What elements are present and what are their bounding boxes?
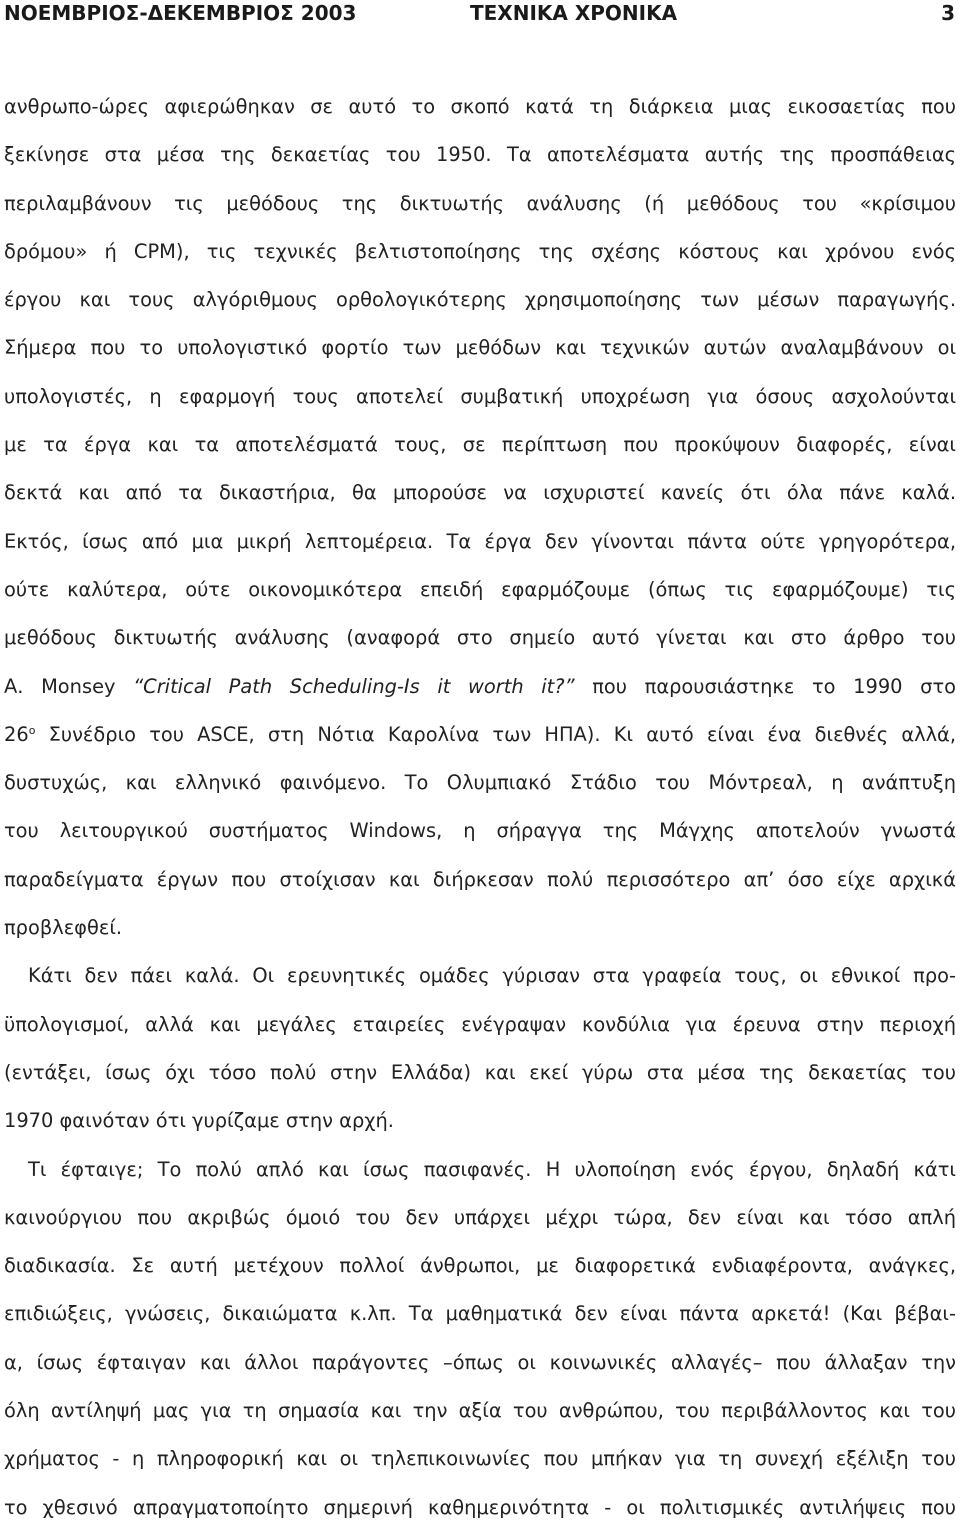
text-line: [4, 663, 956, 711]
text-line: χρήματος - η πληροφορική και οι τηλεπικοινωνίες που μπήκαν για τη συνεχή εξέλιξη του: [4, 1447, 956, 1471]
cited-article-title: “Critical Path Scheduling-Is it worth it?”: [133, 674, 575, 698]
text-line: έργου και τους αλγόριθμους ορθολογικότερης χρησιμοποίησης των μέσων παραγωγής.: [4, 288, 956, 312]
text-line: επιδιώξεις, γνώσεις, δικαιώματα κ.λπ. Τα μαθηματικά δεν είναι πάντα αρκετά! (Και βέβαι-: [4, 1302, 956, 1326]
paragraph-start-line: Κάτι δεν πάει καλά. Οι ερευνητικές ομάδες γύρισαν στα γραφεία τους, οι εθνικοί προ-: [28, 964, 956, 988]
conference-text: Συνέδριο του ASCE, στη Νότια Καρολίνα των ΗΠΑ). Κι αυτό είναι ένα διεθνές αλλά,: [35, 722, 956, 746]
running-header: [0, 0, 960, 28]
text-line: περιλαμβάνουν τις μεθόδους της δικτυωτής ανάλυσης (ή μεθόδους του «κρίσιμου: [4, 191, 956, 215]
text-line: το χθεσινό απραγματοποίητο σημερινή καθημερινότητα - οι πολιτισμικές αντιλήψεις που: [4, 1495, 956, 1519]
text-line: μεθόδους δικτυωτής ανάλυσης (αναφορά στο σημείο αυτό γίνεται και στο άρθρο του: [4, 626, 956, 650]
text-line: ούτε καλύτερα, ούτε οικονομικότερα επειδή εφαρμόζουμε (όπως τις εφαρμόζουμε) τις: [4, 577, 956, 601]
text-line: προβλεφθεί.: [4, 916, 123, 940]
text-line: όλη αντίληψή μας για τη σημασία και την αξία του ανθρώπου, του περιβάλλοντος και του: [4, 1399, 956, 1423]
text-line: παραδείγματα έργων που στοίχισαν και διήρκεσαν πολύ περισσότερο απ’ όσο είχε αρχικά: [4, 867, 956, 891]
text-line: καινούργιου που ακριβώς όμοιό του δεν υπάρχει μέχρι τώρα, δεν είναι και τόσο απλή: [4, 1205, 956, 1229]
text-line: ξεκίνησε στα μέσα της δεκαετίας του 1950. Τα αποτελέσματα αυτής της προσπάθειας: [4, 143, 956, 167]
text-line: ανθρωπο-ώρες αφιερώθηκαν σε αυτό το σκοπό κατά τη διάρκεια μιας εικοσαετίας που: [4, 95, 956, 118]
issue-date: ΝΟΕΜΒΡΙΟΣ-ΔΕΚΕΜΒΡΙΟΣ 2003: [4, 1, 357, 25]
ordinal-suffix: ο: [28, 723, 36, 737]
text-line: 1970 φαινόταν ότι γυρίζαμε στην αρχή.: [4, 1109, 394, 1133]
text-line: (εντάξει, ίσως όχι τόσο πολύ στην Ελλάδα) και εκεί γύρω στα μέσα της δεκαετίας του: [4, 1060, 956, 1084]
page-number: 3: [941, 1, 955, 25]
citation-author: Α. Monsey: [4, 674, 134, 698]
text-line: [4, 711, 956, 759]
text-line: ϋπολογισμοί, αλλά και μεγάλες εταιρείες ενέγραψαν κονδύλια για έρευνα στην περιοχή: [4, 1012, 956, 1036]
text-line: α, ίσως έφταιγαν και άλλοι παράγοντες –όπως οι κοινωνικές αλλαγές– που άλλαξαν την: [4, 1350, 956, 1374]
article-body: [4, 83, 956, 1532]
citation-rest: που παρουσιάστηκε το 1990 στο: [574, 674, 956, 698]
paragraph-start-line: Τι έφταιγε; Το πολύ απλό και ίσως πασιφανές. Η υλοποίηση ενός έργου, δηλαδή κάτι: [28, 1157, 956, 1181]
text-line: δρόμου» ή CPM), τις τεχνικές βελτιστοποίησης της σχέσης κόστους και χρόνου ενός: [4, 239, 956, 263]
text-line: του λειτουργικού συστήματος Windows, η σήραγγα της Μάγχης αποτελούν γνωστά: [4, 819, 956, 843]
text-line: Σήμερα που το υπολογιστικό φορτίο των μεθόδων και τεχνικών αυτών αναλαμβάνουν οι: [4, 336, 956, 360]
text-line: δυστυχώς, και ελληνικό φαινόμενο. Το Ολυμπιακό Στάδιο του Μόντρεαλ, η ανάπτυξη: [4, 771, 956, 795]
conference-number: 26: [4, 722, 29, 746]
text-line: Εκτός, ίσως από μια μικρή λεπτομέρεια. Τα έργα δεν γίνονται πάντα ούτε γρηγορότερα,: [4, 529, 956, 553]
text-line: με τα έργα και τα αποτελέσματά τους, σε περίπτωση που προκύψουν διαφορές, είναι: [4, 433, 956, 457]
text-line: διαδικασία. Σε αυτή μετέχουν πολλοί άνθρωποι, με διαφορετικά ενδιαφέροντα, ανάγκες,: [4, 1254, 956, 1278]
publication-title: ΤΕΧΝΙΚΑ ΧΡΟΝΙΚΑ: [470, 1, 678, 25]
text-line: υπολογιστές, η εφαρμογή τους αποτελεί συμβατική υποχρέωση για όσους ασχολούνται: [4, 384, 956, 408]
text-line: δεκτά και από τα δικαστήρια, θα μπορούσε να ισχυριστεί κανείς ότι όλα πάνε καλά.: [4, 481, 956, 505]
